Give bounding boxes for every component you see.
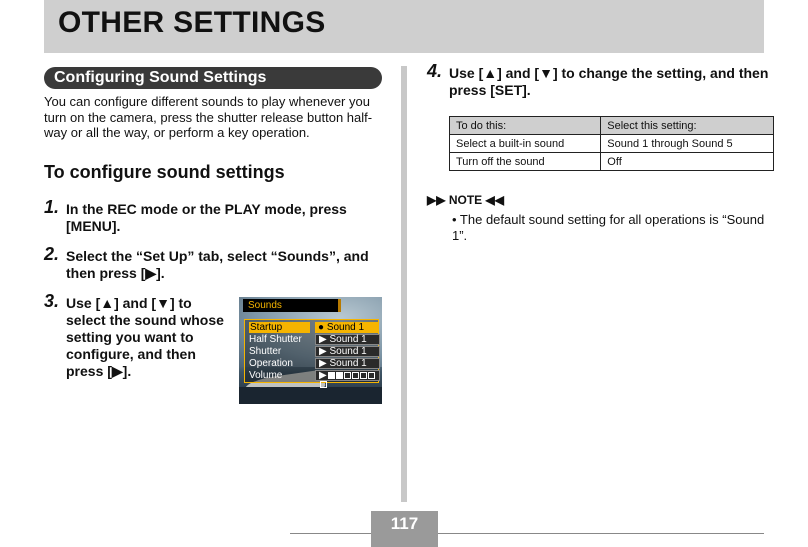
- volume-meter: [315, 370, 380, 381]
- step-number: 2.: [44, 244, 60, 264]
- table-cell: Off: [601, 153, 774, 171]
- volume-box: [344, 372, 351, 379]
- screen-menu-row: [248, 346, 376, 357]
- table-row: [450, 135, 774, 153]
- step-4: [427, 61, 772, 101]
- volume-box: [352, 372, 359, 379]
- section-title: Configuring Sound Settings: [54, 69, 267, 86]
- table-cell: Sound 1 through Sound 5: [601, 135, 774, 153]
- table-header-cell: Select this setting:: [601, 117, 774, 135]
- step-number: 1.: [44, 197, 60, 217]
- screen-menu-row: [248, 370, 376, 381]
- screen-row-value-text: Sound 1: [329, 358, 367, 369]
- step-number: 4.: [427, 61, 443, 81]
- volume-box: [360, 372, 367, 379]
- step-number: 3.: [44, 291, 60, 311]
- volume-box: [320, 381, 327, 388]
- screen-row-arrow: ▶: [319, 370, 327, 381]
- footer-rule: [290, 533, 764, 534]
- step-3: [44, 291, 234, 385]
- intro-paragraph: You can configure different sounds to play whenever you turn on the camera, press the shutter release button half-way or all the way, or perform a key operation.: [44, 94, 373, 140]
- screen-water: [239, 387, 382, 404]
- procedure-heading: To configure sound settings: [44, 162, 285, 182]
- screen-row-value: [315, 358, 380, 369]
- screen-menu-panel: [244, 319, 379, 383]
- screen-row-label: Volume: [249, 370, 283, 381]
- column-divider: [401, 66, 407, 502]
- screen-row-arrow: ▶: [319, 358, 327, 369]
- settings-table: [449, 116, 774, 171]
- section-title-bar: [44, 67, 382, 89]
- screen-row-value-text: Sound 1: [326, 322, 365, 333]
- step-text: In the REC mode or the PLAY mode, press [MENU].: [66, 201, 347, 234]
- note-label: NOTE: [448, 193, 483, 207]
- screen-row-label: Startup: [249, 322, 310, 333]
- screen-row-value: [315, 346, 380, 357]
- page-title: OTHER SETTINGS: [58, 6, 326, 39]
- page-header: [44, 0, 764, 53]
- table-cell: Select a built-in sound: [450, 135, 601, 153]
- table-header-row: [450, 117, 774, 135]
- note-left-arrows-icon: ▶▶: [427, 193, 446, 207]
- screen-row-arrow: ●: [318, 322, 325, 333]
- screen-row-arrow: ▶: [319, 334, 327, 345]
- table-header-cell: To do this:: [450, 117, 601, 135]
- step-text: Use [▲] and [▼] to change the setting, and then press [SET].: [449, 65, 769, 98]
- step-text: Use [▲] and [▼] to select the sound whose setting you want to configure, and then press [▶].: [66, 295, 224, 379]
- screen-row-label: Shutter: [249, 346, 282, 357]
- table-cell: Turn off the sound: [450, 153, 601, 171]
- volume-box: [336, 372, 343, 379]
- camera-screen-image: [239, 297, 382, 404]
- note-bullet: • The default sound setting for all operations is “Sound 1”.: [452, 212, 765, 243]
- screen-row-arrow: ▶: [319, 346, 327, 357]
- page-number: 117: [371, 511, 438, 547]
- screen-row-value-text: Sound 1: [329, 334, 367, 345]
- screen-menu-title: Sounds: [243, 299, 341, 312]
- screen-menu-row: [248, 358, 376, 369]
- volume-box: [368, 372, 375, 379]
- step-2: [44, 244, 384, 284]
- step-1: [44, 197, 374, 237]
- note-right-arrows-icon: ◀◀: [485, 193, 504, 207]
- screen-row-label: Operation: [249, 358, 293, 369]
- step-text: Select the “Set Up” tab, select “Sounds”, and then press [▶].: [66, 248, 369, 281]
- screen-menu-row: [248, 334, 376, 345]
- screen-row-value-text: Sound 1: [329, 346, 367, 357]
- table-row: [450, 153, 774, 171]
- screen-row-label: Half Shutter: [249, 334, 302, 345]
- screen-menu-row: [248, 322, 376, 333]
- screen-row-value: [315, 322, 378, 333]
- volume-box: [328, 372, 335, 379]
- note-heading: [427, 193, 504, 207]
- screen-row-value: [315, 334, 380, 345]
